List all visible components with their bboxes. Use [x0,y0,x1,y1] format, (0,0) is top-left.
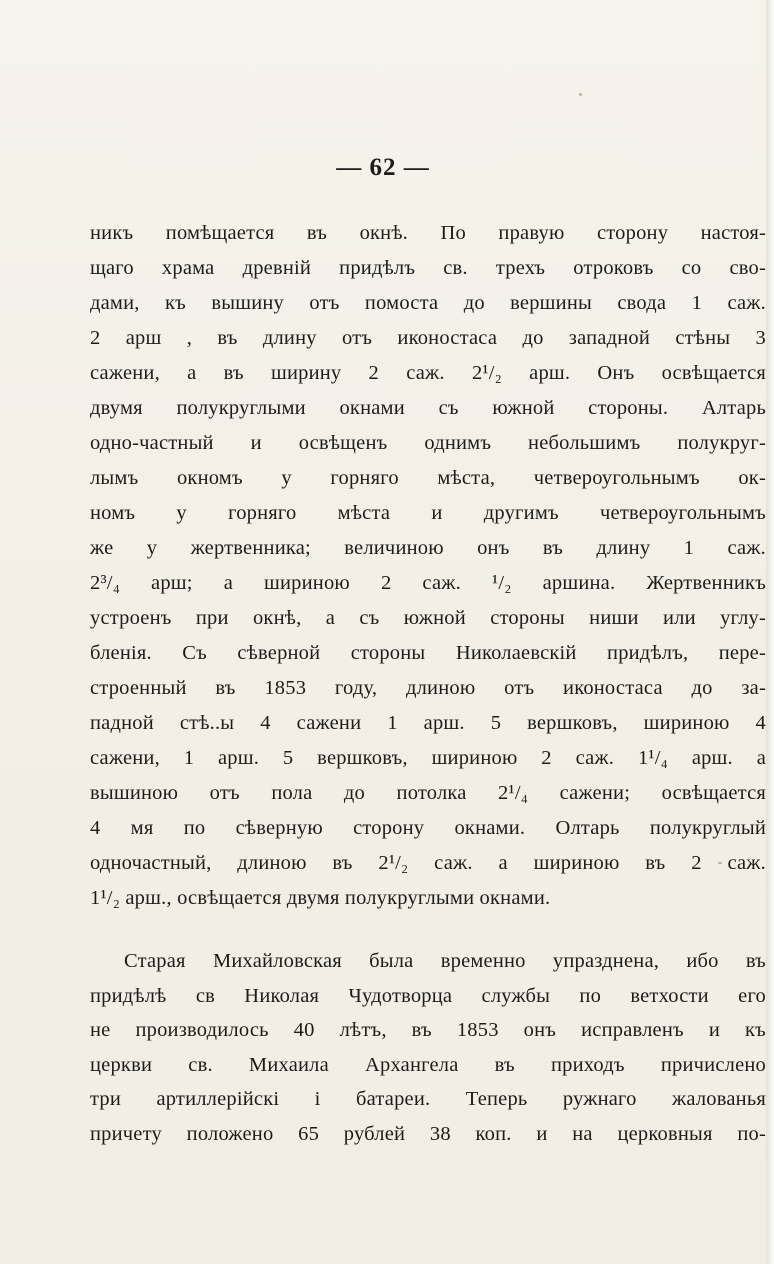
text-line-first: Старая Михайловская была временно упразднена, ибо въ [124,950,766,972]
text-line: одночастный, длиною въ 2¹/₂ саж. а шириною въ 2 саж. [90,852,766,874]
page-edge [766,0,774,1264]
text-line: не производилось 40 лѣтъ, въ 1853 онъ исправленъ и къ [90,1019,766,1041]
text-line: три артиллерійскі і батареи. Теперь ружнаго жалованья [90,1088,766,1110]
text-line: щаго храма древній придѣлъ св. трехъ отроковъ со сво- [90,257,766,279]
text-line-last: 1¹/₂ арш., освѣщается двумя полукруглыми окнами. [90,887,551,909]
text-line: причету положено 65 рублей 38 коп. и на церковныя по- [90,1122,766,1145]
text-line: сажени, а въ ширину 2 саж. 2¹/₂ арш. Онъ освѣщается [90,362,766,384]
text-line: 4 мя по сѣверную сторону окнами. Олтарь полукруглый [90,817,766,839]
text-line: двумя полукруглыми окнами съ южной стороны. Алтарь [90,397,766,419]
text-line: номъ у горняго мѣста и другимъ четвероугольнымъ [90,502,766,524]
text-line: сажени, 1 арш. 5 вершковъ, шириною 2 саж. 1¹/₄ арш. а [90,747,766,769]
text-line: церкви св. Михаила Архангела въ приходъ причислено [90,1053,766,1076]
paper-speck [579,93,582,96]
text-line: устроенъ при окнѣ, а съ южной стороны ниши или углу- [90,607,766,629]
text-line: дами, къ вышину отъ помоста до вершины свода 1 саж. [90,292,766,314]
text-line: же у жертвенника; величиною онъ въ длину 1 саж. [90,537,766,559]
text-line: лымъ окномъ у горняго мѣста, четвероугольнымъ ок- [90,467,766,489]
text-line: 2 арш , въ длину отъ иконостаса до западной стѣны 3 [90,327,766,349]
paragraph-2 [90,944,766,1151]
text-line: одно-частный и освѣщенъ однимъ небольшимъ полукруг- [90,432,766,454]
paragraph-1 [90,216,766,916]
text-line: падной стѣ..ы 4 сажени 1 арш. 5 вершковъ, шириною 4 [90,712,766,734]
text-line: 2³/₄ арш; а шириною 2 саж. ¹/₂ аршина. Жертвенникъ [90,572,766,594]
text-line: строенный въ 1853 году, длиною отъ иконостаса до за- [90,677,766,699]
text-line: вышиною отъ пола до потолка 2¹/₄ сажени; освѣщается [90,782,766,804]
page-number: — 62 — [336,154,430,181]
text-line: никъ помѣщается въ окнѣ. По правую сторону настоя- [90,222,766,244]
text-line: придѣлѣ св Николая Чудотворца службы по ветхости его [90,984,766,1007]
text-line: бленія. Съ сѣверной стороны Николаевскій придѣлъ, пере- [90,642,766,664]
